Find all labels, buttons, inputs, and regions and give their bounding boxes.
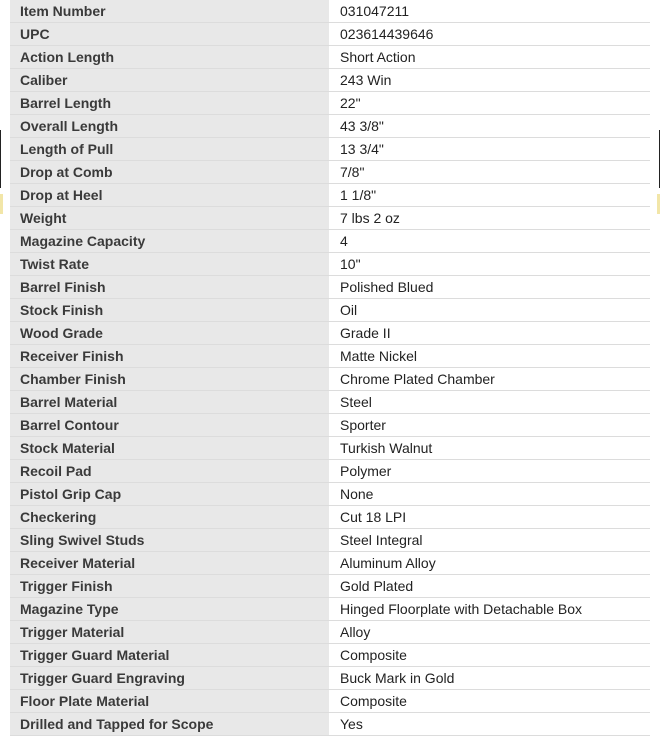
spec-label: UPC <box>10 23 330 46</box>
spec-label: Receiver Finish <box>10 345 330 368</box>
spec-label: Recoil Pad <box>10 460 330 483</box>
spec-row <box>10 115 650 138</box>
spec-label: Pistol Grip Cap <box>10 483 330 506</box>
spec-label: Wood Grade <box>10 322 330 345</box>
spec-value: 4 <box>330 230 651 253</box>
spec-label: Magazine Capacity <box>10 230 330 253</box>
spec-value: 7 lbs 2 oz <box>330 207 651 230</box>
spec-value: 10" <box>330 253 651 276</box>
spec-row <box>10 276 650 299</box>
spec-row <box>10 161 650 184</box>
spec-value: Hinged Floorplate with Detachable Box <box>330 598 651 621</box>
spec-value: Turkish Walnut <box>330 437 651 460</box>
spec-label: Trigger Material <box>10 621 330 644</box>
spec-value: 1 1/8" <box>330 184 651 207</box>
spec-label: Trigger Finish <box>10 575 330 598</box>
spec-row <box>10 552 650 575</box>
spec-value: 243 Win <box>330 69 651 92</box>
spec-label: Caliber <box>10 69 330 92</box>
spec-row <box>10 345 650 368</box>
spec-row <box>10 0 650 23</box>
spec-value: Polymer <box>330 460 651 483</box>
spec-row <box>10 184 650 207</box>
spec-value: Sporter <box>330 414 651 437</box>
spec-row <box>10 506 650 529</box>
spec-value: Aluminum Alloy <box>330 552 651 575</box>
spec-value: Polished Blued <box>330 276 651 299</box>
spec-label: Receiver Material <box>10 552 330 575</box>
spec-value: Matte Nickel <box>330 345 651 368</box>
spec-row <box>10 69 650 92</box>
spec-value: Alloy <box>330 621 651 644</box>
spec-row <box>10 253 650 276</box>
spec-row <box>10 713 650 736</box>
spec-row <box>10 368 650 391</box>
spec-label: Trigger Guard Material <box>10 644 330 667</box>
spec-label: Trigger Guard Engraving <box>10 667 330 690</box>
spec-row <box>10 46 650 69</box>
spec-value: Oil <box>330 299 651 322</box>
spec-value: Cut 18 LPI <box>330 506 651 529</box>
spec-value: 22" <box>330 92 651 115</box>
left-edge-line <box>0 130 1 188</box>
spec-label: Magazine Type <box>10 598 330 621</box>
spec-row <box>10 322 650 345</box>
spec-value: None <box>330 483 651 506</box>
spec-label: Sling Swivel Studs <box>10 529 330 552</box>
spec-row <box>10 207 650 230</box>
spec-row <box>10 460 650 483</box>
spec-label: Overall Length <box>10 115 330 138</box>
spec-row <box>10 621 650 644</box>
spec-label: Barrel Length <box>10 92 330 115</box>
spec-value: Short Action <box>330 46 651 69</box>
spec-value: 023614439646 <box>330 23 651 46</box>
spec-label: Barrel Contour <box>10 414 330 437</box>
spec-label: Action Length <box>10 46 330 69</box>
spec-label: Stock Finish <box>10 299 330 322</box>
spec-value: Gold Plated <box>330 575 651 598</box>
spec-label: Barrel Finish <box>10 276 330 299</box>
spec-value: 031047211 <box>330 0 651 23</box>
spec-row <box>10 437 650 460</box>
spec-label: Checkering <box>10 506 330 529</box>
spec-row <box>10 483 650 506</box>
spec-value: Composite <box>330 644 651 667</box>
spec-value: Chrome Plated Chamber <box>330 368 651 391</box>
spec-label: Weight <box>10 207 330 230</box>
spec-row <box>10 92 650 115</box>
spec-label: Length of Pull <box>10 138 330 161</box>
spec-value: Steel Integral <box>330 529 651 552</box>
spec-label: Twist Rate <box>10 253 330 276</box>
spec-row <box>10 138 650 161</box>
spec-row <box>10 575 650 598</box>
specifications-table-body <box>10 0 650 736</box>
spec-value: Buck Mark in Gold <box>330 667 651 690</box>
spec-value: Composite <box>330 690 651 713</box>
spec-row <box>10 230 650 253</box>
spec-row <box>10 598 650 621</box>
spec-label: Item Number <box>10 0 330 23</box>
spec-label: Drilled and Tapped for Scope <box>10 713 330 736</box>
spec-value: Yes <box>330 713 651 736</box>
spec-label: Floor Plate Material <box>10 690 330 713</box>
spec-row <box>10 414 650 437</box>
spec-label: Stock Material <box>10 437 330 460</box>
spec-row <box>10 667 650 690</box>
spec-row <box>10 391 650 414</box>
spec-row <box>10 690 650 713</box>
spec-value: Grade II <box>330 322 651 345</box>
spec-row <box>10 644 650 667</box>
spec-value: 13 3/4" <box>330 138 651 161</box>
spec-label: Chamber Finish <box>10 368 330 391</box>
spec-value: 7/8" <box>330 161 651 184</box>
spec-label: Drop at Comb <box>10 161 330 184</box>
spec-row <box>10 529 650 552</box>
spec-label: Drop at Heel <box>10 184 330 207</box>
spec-row <box>10 23 650 46</box>
left-edge-tick <box>0 194 3 214</box>
spec-value: Steel <box>330 391 651 414</box>
spec-label: Barrel Material <box>10 391 330 414</box>
spec-row <box>10 299 650 322</box>
spec-value: 43 3/8" <box>330 115 651 138</box>
specifications-table <box>10 0 650 736</box>
